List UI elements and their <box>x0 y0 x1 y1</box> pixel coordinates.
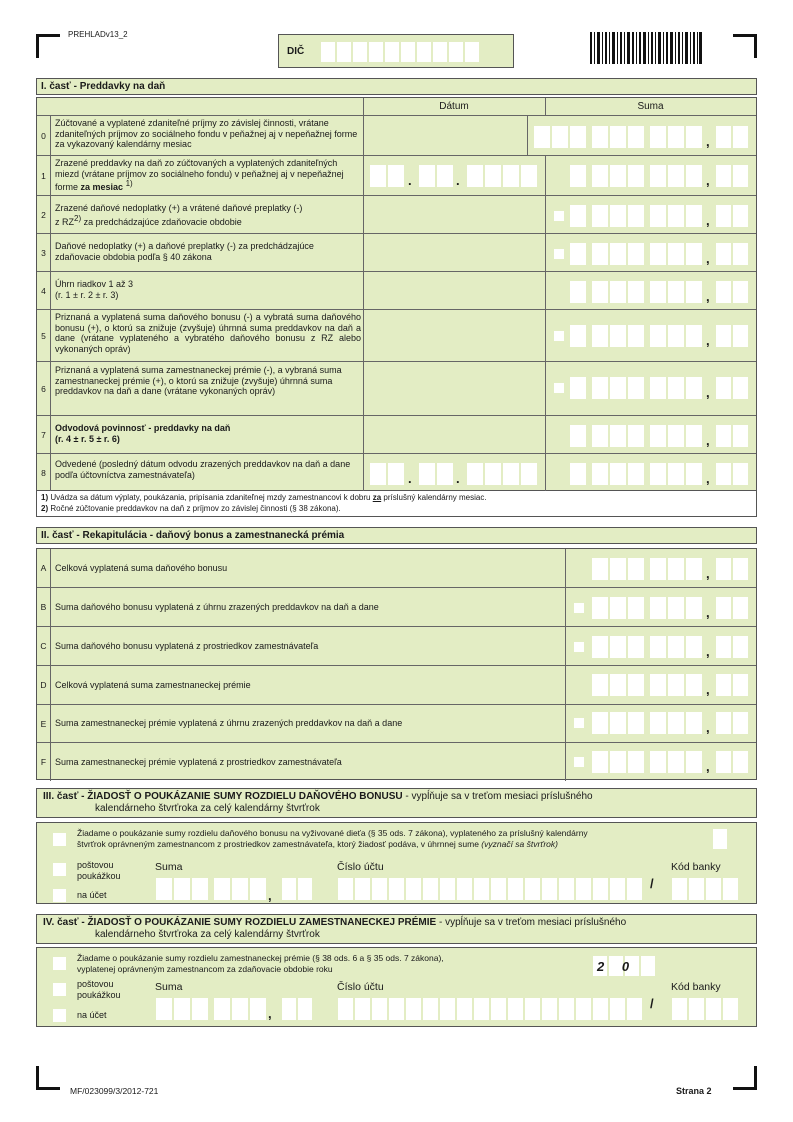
p1-row-4-sum-group-0[interactable] <box>570 281 586 303</box>
p3-slash: / <box>650 876 654 891</box>
footer-code: MF/023099/3/2012-721 <box>70 1086 159 1096</box>
p4-sum-group-1[interactable] <box>214 998 266 1020</box>
corner-mark-top-right <box>733 34 757 58</box>
page-number: Strana 2 <box>676 1086 712 1096</box>
p4-sum-cents-group-0[interactable] <box>282 998 312 1020</box>
part2-row-c: C Suma daňového bonusu vyplatená z prostriedkov zamestnávateľa <box>37 626 756 665</box>
p2-row-1-sum-group-1[interactable] <box>650 597 702 619</box>
p2-row-3-sum-group-1[interactable] <box>650 674 702 696</box>
p2-row-5-sign[interactable] <box>574 757 584 767</box>
part2-row-d: D Celková vyplatená suma zamestnaneckej prémie <box>37 665 756 704</box>
p1-row-8-sum-group-0[interactable] <box>570 463 586 485</box>
p1-row-1-sum-group-0[interactable] <box>570 165 586 187</box>
p1-row-1-sum-group-1[interactable] <box>592 165 644 187</box>
p1-row-8-dot-2: . <box>456 471 460 486</box>
part4-title-box: IV. časť - ŽIADOSŤ O POUKÁZANIE SUMY ROZDIELU ZAMESTNANECKEJ PRÉMIE - vypĺňuje sa v treťom mesiaci príslušného kalendárneho štvrťroka za celý kalendárny štvrťrok <box>36 914 757 944</box>
p1-row-6-sum-group-1[interactable] <box>592 377 644 399</box>
p1-row-6-cents-group-0[interactable] <box>716 377 748 399</box>
p2-row-1-comma: , <box>706 605 710 620</box>
p1-row-0-sum-group-2[interactable] <box>650 126 702 148</box>
part1-row-4: 4 Úhrn riadkov 1 až 3 (r. 1 ± r. 2 ± r. 3) <box>37 271 756 309</box>
part3-bank-label: Kód banky <box>671 861 721 873</box>
p1-row-1-dot-1: . <box>408 173 412 188</box>
p4-sum-comma: , <box>268 1006 272 1021</box>
p1-row-7-sum-group-0[interactable] <box>570 425 586 447</box>
p1-row-8-date-day-group-0[interactable] <box>370 463 404 485</box>
col-date-header: Dátum <box>439 101 469 112</box>
p1-row-3-sum-group-0[interactable] <box>570 243 586 265</box>
p2-row-2-cents-group-0[interactable] <box>716 636 748 658</box>
p1-row-2-sign[interactable] <box>554 211 564 221</box>
p1-row-1-date-year-group-0[interactable] <box>467 165 537 187</box>
p1-row-7-sum-group-1[interactable] <box>592 425 644 447</box>
p1-row-5-sum-group-2[interactable] <box>650 325 702 347</box>
p1-row-7-cents-group-0[interactable] <box>716 425 748 447</box>
p1-row-3-comma: , <box>706 251 710 266</box>
p1-row-0-sum-group-1[interactable] <box>592 126 644 148</box>
p2-row-0-sum-group-0[interactable] <box>592 558 644 580</box>
p2-row-3-cents-group-0[interactable] <box>716 674 748 696</box>
part1-row-6: 6 Priznaná a vyplatená suma zamestnaneckej prémie (-), a vybraná suma zamestnaneckej prémie (+), o ktorú sa znižuje (zvyšuje) úhrnná suma preddavkov na daň a dane (vrátane vykonaných opráv) <box>37 361 756 415</box>
part1-row-5: 5 Priznaná a vyplatená suma daňového bonusu (-) a vybratá suma daňového bonusu (+), o ktorú sa znižuje (zvyšuje) úhrnná suma preddavkov na daň a dane (vrátane vyplateného a vybratého daňového bonusu z RZ alebo vykonaných opráv) <box>37 309 756 361</box>
p1-row-2-sum-group-1[interactable] <box>592 205 644 227</box>
p1-row-8-sum-group-2[interactable] <box>650 463 702 485</box>
p1-row-0-comma: , <box>706 134 710 149</box>
p1-row-1-dot-2: . <box>456 173 460 188</box>
p2-row-4-sum-group-1[interactable] <box>650 712 702 734</box>
p2-row-4-sign[interactable] <box>574 718 584 728</box>
p1-row-5-sign[interactable] <box>554 331 564 341</box>
p2-row-2-sum-group-1[interactable] <box>650 636 702 658</box>
p1-row-8-cents-group-0[interactable] <box>716 463 748 485</box>
part4-sum-label: Suma <box>155 981 183 993</box>
p2-row-5-sum-group-0[interactable] <box>592 751 644 773</box>
p4-bank-group-0[interactable] <box>672 998 738 1020</box>
p1-row-3-cents-group-0[interactable] <box>716 243 748 265</box>
p2-row-2-sign[interactable] <box>574 642 584 652</box>
p1-row-1-date-month-group-0[interactable] <box>419 165 453 187</box>
part3-account-checkbox[interactable] <box>53 889 66 902</box>
part3-request-checkbox[interactable] <box>53 833 66 846</box>
part1-row-3: 3 Daňové nedoplatky (+) a daňové preplatky (-) za predchádzajúce zdaňovacie obdobia podľa § 40 zákona <box>37 233 756 271</box>
p1-row-6-sign[interactable] <box>554 383 564 393</box>
part3-quarter-box[interactable] <box>713 829 727 849</box>
part2-row-a: A Celková vyplatená suma daňového bonusu <box>37 549 756 587</box>
p3-sum-group-0[interactable] <box>156 878 208 900</box>
p4-account-group-0[interactable] <box>338 998 642 1020</box>
p1-row-7-comma: , <box>706 433 710 448</box>
p2-row-1-sign[interactable] <box>574 603 584 613</box>
p3-sum-comma: , <box>268 888 272 903</box>
p2-row-2-sum-group-0[interactable] <box>592 636 644 658</box>
p1-row-8-comma: , <box>706 471 710 486</box>
part1-row-8: 8 Odvedené (posledný dátum odvodu zrazených preddavkov na daň a dane podľa účtovníctva zamestnávateľa) <box>37 453 756 492</box>
dic-label: DIČ <box>287 46 305 57</box>
part1-title: I. časť - Preddavky na daň <box>36 78 757 95</box>
part4-request-text: Žiadame o poukázanie sumy rozdielu zamestnaneckej prémie (§ 38 ods. 6 a § 35 ods. 7 zákona), vyplatenej oprávneným zamestnancom za zdaňovacie obdobie roku <box>77 953 444 974</box>
p2-row-5-comma: , <box>706 759 710 774</box>
barcode-icon <box>590 32 702 64</box>
p1-row-2-cents-group-0[interactable] <box>716 205 748 227</box>
part3-sum-label: Suma <box>155 861 183 873</box>
p1-row-1-sum-group-2[interactable] <box>650 165 702 187</box>
p1-row-4-sum-group-1[interactable] <box>592 281 644 303</box>
p2-row-4-comma: , <box>706 720 710 735</box>
part3-postal-checkbox[interactable] <box>53 863 66 876</box>
p2-row-2-comma: , <box>706 644 710 659</box>
part4-bank-label: Kód banky <box>671 981 721 993</box>
p1-row-8-dot-1: . <box>408 471 412 486</box>
p1-row-2-sum-group-2[interactable] <box>650 205 702 227</box>
p1-row-6-comma: , <box>706 385 710 400</box>
part1-row-7: 7 Odvodová povinnosť - preddavky na daň (r. 4 ± r. 5 ± r. 6) <box>37 415 756 453</box>
p2-row-0-comma: , <box>706 566 710 581</box>
p1-row-1-cents-group-0[interactable] <box>716 165 748 187</box>
p3-sum-group-1[interactable] <box>214 878 266 900</box>
p1-row-3-sum-group-1[interactable] <box>592 243 644 265</box>
p4-sum-group-0[interactable] <box>156 998 208 1020</box>
corner-mark-top-left <box>36 34 60 58</box>
part4-request-checkbox[interactable] <box>53 957 66 970</box>
p2-row-0-cents-group-0[interactable] <box>716 558 748 580</box>
p2-row-3-comma: , <box>706 682 710 697</box>
p1-row-5-sum-group-0[interactable] <box>570 325 586 347</box>
p1-row-6-sum-group-2[interactable] <box>650 377 702 399</box>
p3-sum-cents-group-0[interactable] <box>282 878 312 900</box>
p1-row-3-sum-group-2[interactable] <box>650 243 702 265</box>
dic-input[interactable] <box>321 42 479 62</box>
p1-row-5-cents-group-0[interactable] <box>716 325 748 347</box>
part2-row-b: B Suma daňového bonusu vyplatená z úhrnu zrazených preddavkov na daň a dane <box>37 587 756 626</box>
part1-row-0: 0 Zúčtované a vyplatené zdaniteľné príjmy zo závislej činnosti, vrátane zdaniteľných príjmov zo sociálneho fondu v peňažnej aj v nepeňažnej forme za vykazovaný kalendárny mesiac <box>37 115 756 155</box>
p1-row-2-comma: , <box>706 213 710 228</box>
part4-postal-checkbox[interactable] <box>53 983 66 996</box>
part2-row-e: E Suma zamestnaneckej prémie vyplatená z úhrnu zrazených preddavkov na daň a dane <box>37 704 756 742</box>
p2-row-5-sum-group-1[interactable] <box>650 751 702 773</box>
p1-row-5-sum-group-1[interactable] <box>592 325 644 347</box>
part2-row-f: F Suma zamestnaneckej prémie vyplatená z prostriedkov zamestnávateľa <box>37 742 756 781</box>
p1-row-8-date-year-group-0[interactable] <box>467 463 537 485</box>
p2-row-3-sum-group-0[interactable] <box>592 674 644 696</box>
p1-row-8-sum-group-1[interactable] <box>592 463 644 485</box>
part3-request-text: Žiadame o poukázanie sumy rozdielu daňového bonusu na vyživované dieťa (§ 35 ods. 7 zákona), vyplateného za príslušný kalendárny štvrťrok oprávneným zamestnancom z prostriedkov zamestnávateľa, ktorý žiadosť podáva, v úhrnnej sume (vyznačí sa štvrťrok) <box>77 828 588 849</box>
part4-year-prefix: 2 0 <box>597 959 637 974</box>
p1-row-5-comma: , <box>706 333 710 348</box>
part1-row-1: 1 Zrazené preddavky na daň zo zúčtovaných a vyplatených zdaniteľných miezd (vrátane príjmov zo sociálneho fondu) v peňažnej aj v nepeňažnej forme za mesiac $^{1)}$ <box>37 155 756 195</box>
corner-mark-bottom-right <box>733 1066 757 1090</box>
part1-row-2: 2 Zrazené daňové nedoplatky (+) a vrátené daňové preplatky (-) z RZ$^{2)}$ za predchádzajúce zdaňovacie obdobie <box>37 195 756 233</box>
p1-row-1-date-day-group-0[interactable] <box>370 165 404 187</box>
p2-row-4-cents-group-0[interactable] <box>716 712 748 734</box>
p4-slash: / <box>650 996 654 1011</box>
p1-row-1-comma: , <box>706 173 710 188</box>
col-sum-header: Suma <box>637 101 664 112</box>
p3-account-group-0[interactable] <box>338 878 642 900</box>
part1-notes: 1) Uvádza sa dátum výplaty, poukázania, pripísania zdaniteľnej mzdy zamestnancovi k dobru za príslušný kalendárny mesiac. 2) Ročné zúčtovanie preddavkov na daň z príjmov zo závislej činnosti (§ 38 zákona). <box>36 491 757 517</box>
p1-row-2-sum-group-0[interactable] <box>570 205 586 227</box>
part2-title: II. časť - Rekapitulácia - daňový bonus a zamestnanecká prémia <box>36 527 757 544</box>
p1-row-0-cents-group-0[interactable] <box>716 126 748 148</box>
p1-row-4-sum-group-2[interactable] <box>650 281 702 303</box>
corner-mark-bottom-left <box>36 1066 60 1090</box>
form-code: PREHLADv13_2 <box>68 30 128 39</box>
part4-account-checkbox[interactable] <box>53 1009 66 1022</box>
p2-row-0-sum-group-1[interactable] <box>650 558 702 580</box>
p1-row-7-sum-group-2[interactable] <box>650 425 702 447</box>
part3-account-label: Číslo účtu <box>337 861 384 873</box>
part3-title-box: III. časť - ŽIADOSŤ O POUKÁZANIE SUMY ROZDIELU DAŇOVÉHO BONUSU - vypĺňuje sa v treťom mesiaci príslušného kalendárneho štvrťroka za celý kalendárny štvrťrok <box>36 788 757 818</box>
part3-body: Žiadame o poukázanie sumy rozdielu daňového bonusu na vyživované dieťa (§ 35 ods. 7 zákona), vyplateného za príslušný kalendárny štvrťrok oprávneným zamestnancom z prostriedkov zamestnávateľa, ktorý žiadosť podáva, v úhrnnej sume (vyznačí sa štvrťrok) poštovou poukážkou na účet Suma Číslo účtu Kód banky <box>36 822 757 904</box>
p2-row-1-cents-group-0[interactable] <box>716 597 748 619</box>
p1-row-4-cents-group-0[interactable] <box>716 281 748 303</box>
p2-row-1-sum-group-0[interactable] <box>592 597 644 619</box>
p1-row-0-sum-group-0[interactable] <box>534 126 586 148</box>
p2-row-5-cents-group-0[interactable] <box>716 751 748 773</box>
dic-box <box>278 34 514 68</box>
p1-row-4-comma: , <box>706 289 710 304</box>
p2-row-4-sum-group-0[interactable] <box>592 712 644 734</box>
part2-table <box>36 548 757 780</box>
p3-bank-group-0[interactable] <box>672 878 738 900</box>
p1-row-8-date-month-group-0[interactable] <box>419 463 453 485</box>
part4-body: Žiadame o poukázanie sumy rozdielu zamestnaneckej prémie (§ 38 ods. 6 a § 35 ods. 7 zákona), vyplatenej oprávneným zamestnancom za zdaňovacie obdobie roku 2 0 poštovou poukážkou na účet Suma Číslo účtu Kód banky <box>36 947 757 1027</box>
p1-row-6-sum-group-0[interactable] <box>570 377 586 399</box>
p1-row-3-sign[interactable] <box>554 249 564 259</box>
part4-account-label: Číslo účtu <box>337 981 384 993</box>
part1-table <box>36 97 757 491</box>
